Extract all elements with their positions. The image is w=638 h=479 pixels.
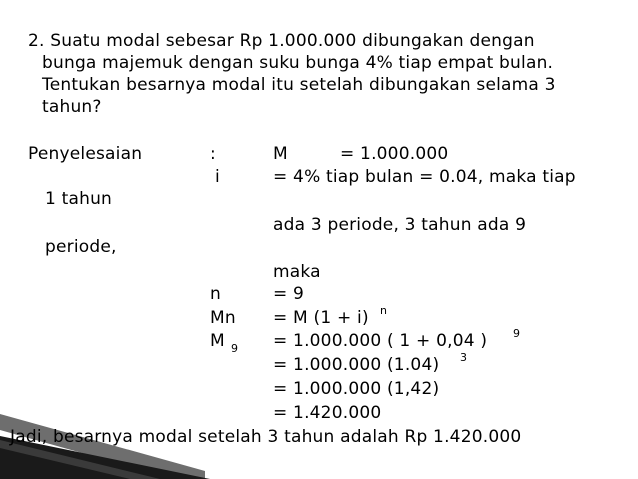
var-Mn: Mn bbox=[210, 308, 236, 328]
maka-text: maka bbox=[273, 262, 321, 282]
var-M9-subscript: 9 bbox=[231, 342, 239, 355]
var-M: M bbox=[273, 144, 288, 164]
step-1-superscript: 9 bbox=[513, 327, 521, 340]
wrap-1-tahun: 1 tahun bbox=[45, 189, 113, 209]
problem-line-1: 2. Suatu modal sebesar Rp 1.000.000 dibungakan dengan bbox=[28, 31, 535, 51]
problem-line-2: bunga majemuk dengan suku bunga 4% tiap empat bulan. bbox=[42, 53, 554, 73]
problem-line-4: tahun? bbox=[42, 97, 102, 117]
var-n: n bbox=[210, 284, 221, 304]
step-4: = 1.420.000 bbox=[273, 403, 382, 423]
var-i: i bbox=[215, 167, 220, 187]
solution-colon: : bbox=[210, 144, 216, 164]
problem-line-3: Tentukan besarnya modal itu setelah dibungakan selama 3 bbox=[42, 75, 556, 95]
var-M9: M bbox=[210, 331, 225, 351]
eq-M: = 1.000.000 bbox=[340, 144, 449, 164]
eq-Mn: = M (1 + i) bbox=[273, 308, 369, 328]
step-1: = 1.000.000 ( 1 + 0,04 ) bbox=[273, 331, 488, 351]
step-2: = 1.000.000 (1.04) bbox=[273, 355, 440, 375]
step-2-superscript: 3 bbox=[460, 351, 468, 364]
wrap-periode: periode, bbox=[45, 237, 117, 257]
conclusion-text: Jadi, besarnya modal setelah 3 tahun adalah Rp 1.420.000 bbox=[10, 427, 522, 447]
step-3: = 1.000.000 (1,42) bbox=[273, 379, 440, 399]
eq-Mn-superscript: n bbox=[380, 304, 388, 317]
eq-i: = 4% tiap bulan = 0.04, maka tiap bbox=[273, 167, 576, 187]
eq-n: = 9 bbox=[273, 284, 305, 304]
solution-label: Penyelesaian bbox=[28, 144, 143, 164]
periode-text: ada 3 periode, 3 tahun ada 9 bbox=[273, 215, 527, 235]
